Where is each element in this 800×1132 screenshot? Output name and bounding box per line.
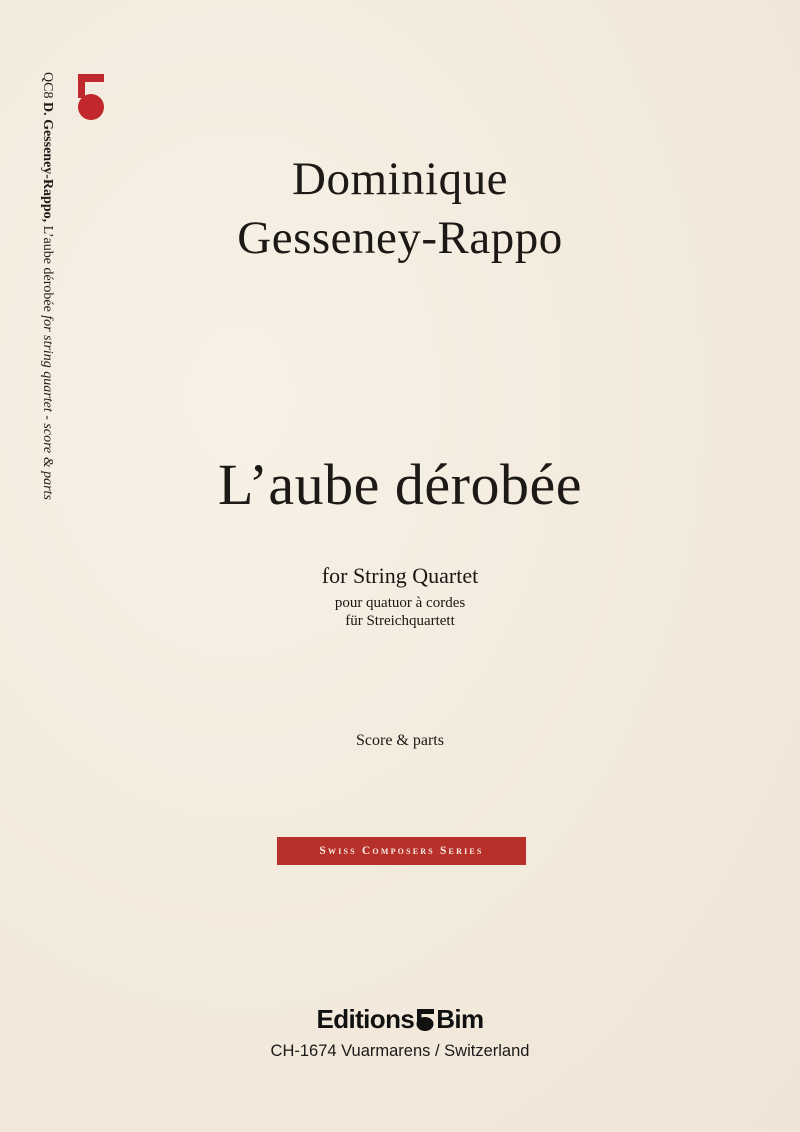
bim-note-logo-icon bbox=[78, 74, 106, 122]
edition-type: Score & parts bbox=[356, 732, 444, 749]
publisher-name-part1: Editions bbox=[316, 1004, 415, 1034]
publisher-name-part2: Bim bbox=[436, 1004, 484, 1034]
instrumentation-german: für Streichquartett bbox=[345, 613, 455, 629]
spine-author: D. Gesseney-Rappo, bbox=[40, 101, 55, 223]
composer-first-name: Dominique bbox=[292, 153, 508, 205]
work-title: L’aube dérobée bbox=[218, 452, 582, 517]
publisher-address: CH-1674 Vuarmarens / Switzerland bbox=[270, 1042, 530, 1060]
spine-title: L’aube dérobée bbox=[40, 225, 55, 312]
series-badge: Swiss Composers Series bbox=[277, 837, 526, 865]
instrumentation-english: for String Quartet bbox=[321, 563, 479, 588]
composer-name bbox=[0, 150, 800, 268]
spine-subtitle: for string quartet - score & parts bbox=[40, 315, 55, 500]
bim-note-mark-icon bbox=[415, 1006, 435, 1032]
instrumentation-french: pour quatuor à cordes bbox=[334, 595, 466, 611]
publisher-logo bbox=[0, 1002, 800, 1036]
spine-code: QC8 bbox=[40, 72, 55, 99]
composer-last-name: Gesseney-Rappo bbox=[237, 212, 563, 264]
